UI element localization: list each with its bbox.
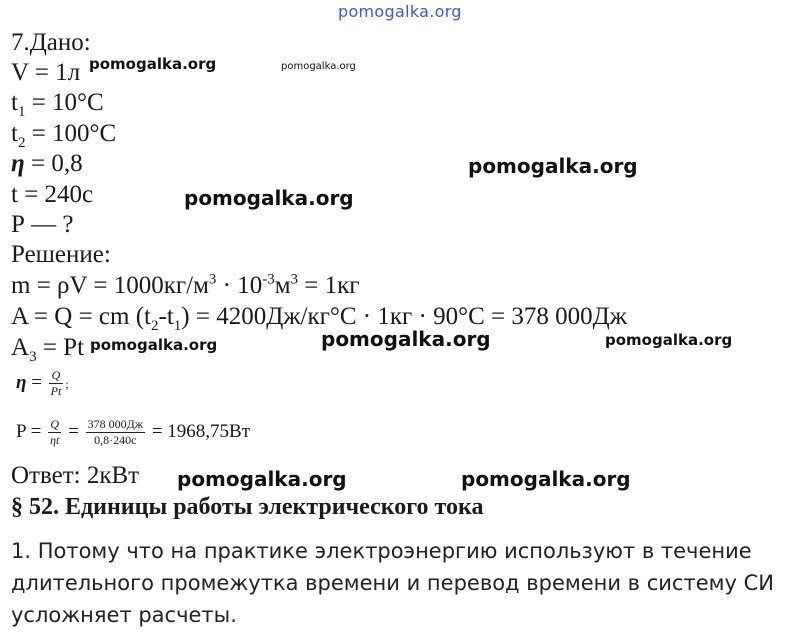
watermark-top: pomogalka.org: [338, 2, 462, 21]
watermark: pomogalka.org: [184, 186, 354, 210]
paragraph-line-2: длительного промежутка времени и перевод времени в систему СИ: [11, 571, 774, 595]
given-title: 7.Дано:: [11, 29, 91, 56]
watermark: pomogalka.org: [468, 154, 638, 178]
paragraph-line-1: 1. Потому что на практике электроэнергию используют в течение: [11, 539, 752, 563]
section-heading: § 52. Единицы работы электрического тока: [11, 494, 484, 520]
watermark: pomogalka.org: [281, 61, 356, 72]
fraction-numeric: $\frac{378 000Дж}{0,8\cdot 240с}$: [87, 417, 144, 448]
watermark: pomogalka.org: [90, 336, 218, 354]
given-time: t = 240с: [11, 181, 94, 208]
mass-equation: $m = \rho V = 1000кг/м^3 \cdot 10^{-3}м^3 = 1кг$: [11, 271, 360, 299]
fraction-q-over-eta-t: $\frac{Q}{\eta t}$: [50, 417, 60, 448]
efficiency-formula: η = $\frac{Q}{Pt}$ ;: [16, 368, 69, 399]
work-equation: A = Q = cm $(t_2-t_1) = 4200Дж/кг^\circ С \cdot 1кг \cdot 90^\circ С = 378$ 000Дж: [11, 303, 627, 334]
given-t1: $t_1 = 10^\circ С$: [11, 89, 104, 120]
total-work-equation: $A_3 = Pt$: [11, 334, 85, 365]
watermark: pomogalka.org: [605, 331, 733, 349]
watermark: pomogalka.org: [321, 327, 491, 351]
paragraph-line-3: усложняет расчеты.: [11, 603, 237, 627]
fraction-q-over-pt: $\frac{Q}{Pt}$: [50, 368, 62, 399]
given-efficiency: η = 0,8: [11, 150, 83, 177]
given-t2: $t_2 = 100^\circ С$: [11, 120, 117, 151]
answer: Ответ: 2кВт: [11, 462, 140, 489]
given-unknown: Р — ?: [11, 211, 74, 238]
solution-title: Решение:: [11, 241, 111, 268]
power-formula: P = $\frac{Q}{\eta t}$ = $\frac{378 000Дж}{0,8\cdot 240с}$ = 1968,75Вт: [16, 417, 251, 448]
watermark: pomogalka.org: [461, 467, 631, 491]
given-volume: V = 1л: [11, 59, 81, 86]
watermark: pomogalka.org: [89, 55, 217, 73]
watermark: pomogalka.org: [177, 467, 347, 491]
